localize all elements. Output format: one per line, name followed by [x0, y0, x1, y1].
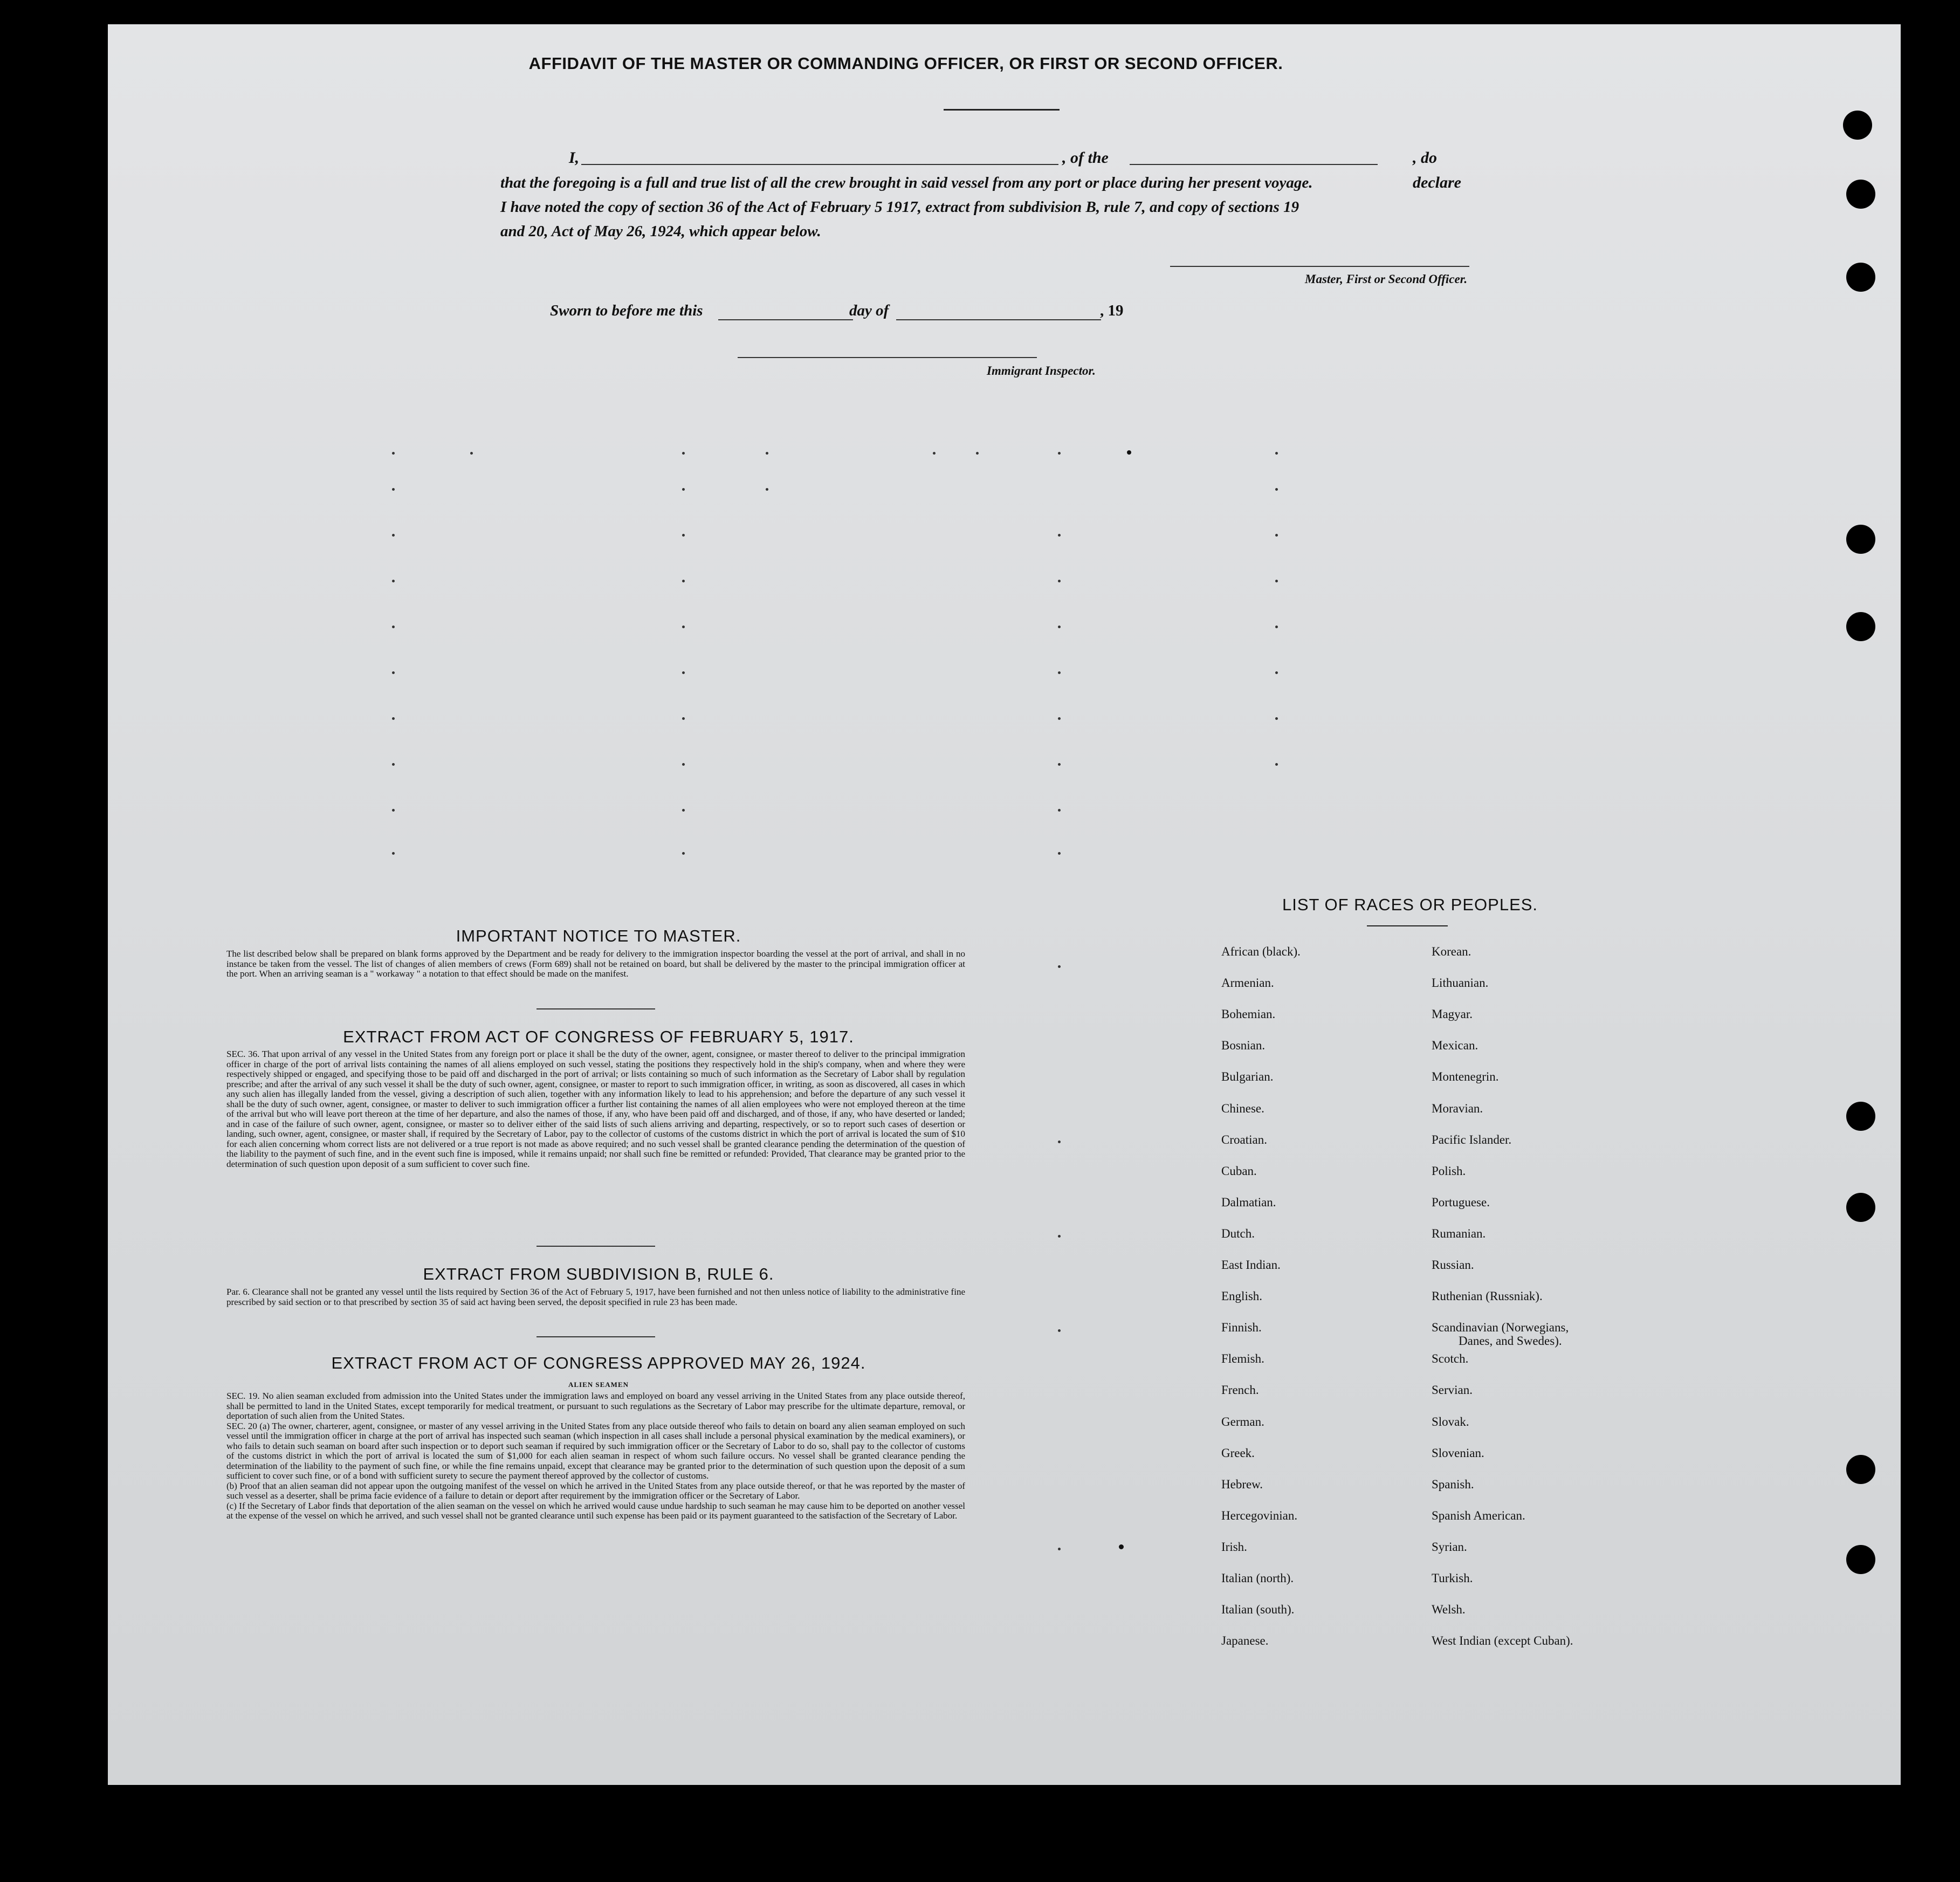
race-item: French.: [1221, 1383, 1259, 1397]
rule-6-text: Par. 6. Clearance shall not be granted any vessel until the lists required by Section 36 of the Act of February 5, 1917, have been furnished and not then unless notice of liability to the administrative fine prescribed by said section or to that prescribed by section 35 of said act having been served, the deposit specified in rule 23 has been made.: [226, 1287, 965, 1307]
race-item: Polish.: [1432, 1164, 1466, 1178]
races-title: LIST OF RACES OR PEOPLES.: [1282, 895, 1538, 914]
race-item: Scandinavian (Norwegians,: [1432, 1321, 1569, 1335]
declaration-line-4: and 20, Act of May 26, 1924, which appear below.: [500, 223, 821, 240]
race-item: Bosnian.: [1221, 1039, 1266, 1053]
race-item: Montenegrin.: [1432, 1070, 1499, 1084]
race-item: Bulgarian.: [1221, 1070, 1274, 1084]
divider: [537, 1246, 655, 1247]
punch-hole: [1846, 263, 1875, 292]
punch-hole: [1846, 180, 1875, 209]
declaration-i: I,: [569, 149, 580, 167]
race-item: Korean.: [1432, 945, 1471, 958]
extract-1917-title: EXTRACT FROM ACT OF CONGRESS OF FEBRUARY 5, 1917.: [343, 1027, 854, 1046]
rule-6-body: [226, 1287, 965, 1307]
declaration-line-3: I have noted the copy of section 36 of the Act of February 5 1917, extract from subdivision B, rule 7, and copy of sections 19: [500, 198, 1299, 216]
sworn-month-blank: [896, 319, 1101, 320]
race-item: Moravian.: [1432, 1101, 1483, 1115]
race-item: Syrian.: [1432, 1540, 1467, 1554]
declaration-of-the: , of the: [1062, 149, 1109, 167]
race-item: German.: [1221, 1414, 1264, 1428]
race-item: Hercegovinian.: [1221, 1508, 1298, 1522]
notice-body: [226, 949, 965, 979]
race-item: Dalmatian.: [1221, 1195, 1276, 1209]
race-item: English.: [1221, 1289, 1263, 1303]
race-item: Croatian.: [1221, 1132, 1267, 1146]
declaration-do-declare: , do declare: [1413, 149, 1461, 191]
sworn-day-blank: [718, 319, 853, 320]
name-blank: [581, 164, 1058, 165]
punch-hole: [1846, 525, 1875, 554]
race-item: Chinese.: [1221, 1101, 1264, 1115]
sec-20a-text: SEC. 20 (a) The owner, charterer, agent, consignee, or master of any vessel arriving in the United States from any place outside thereof who fails to detain on board any alien seaman employed on such vessel until the immigration officer in charge at the port of arrival has inspected such seaman (which inspection in all cases shall include a personal physical examination by the medical examiners), or who fails to detain such seaman on board after such inspection or to deport such seaman if required by such immigration officer or the Secretary of Labor to do so, shall pay to the collector of customs of the customs district in which the port of arrival is located the sum of $1,000 for each alien seaman in respect of whom such failure occurs. No vessel shall be granted clearance pending the determination of the liability to the payment of such fine, or while the fine remains unpaid, except that clearance may be granted prior to the determination of such question upon the deposit of a sum sufficient to cover such fine, or of a bond with sufficient surety to secure the payment thereof approved by the collector of customs.: [226, 1420, 965, 1481]
race-item: Italian (north).: [1221, 1571, 1294, 1585]
inspector-label: Immigrant Inspector.: [987, 364, 1096, 377]
race-item: Spanish.: [1432, 1477, 1474, 1491]
race-item: Irish.: [1221, 1540, 1247, 1554]
sec-19-text: SEC. 19. No alien seaman excluded from admission into the United States under the immigration laws and employed on board any vessel arriving in the United States from any place outside thereof, shall be permitted to land in the United States, except temporarily for medical treatment, or pursuant to such regulations as the Secretary of Labor may prescribe for the ultimate departure, removal, or deportation of such alien from the United States.: [226, 1391, 965, 1421]
sworn-year: , 19: [1100, 302, 1124, 319]
race-item: Dutch.: [1221, 1226, 1255, 1240]
signature-line: [1170, 266, 1469, 267]
race-item: Russian.: [1432, 1258, 1474, 1272]
race-item: Servian.: [1432, 1383, 1473, 1397]
race-item: West Indian (except Cuban).: [1432, 1634, 1573, 1648]
race-item: Cuban.: [1221, 1164, 1257, 1178]
race-item: Scotch.: [1432, 1352, 1469, 1366]
races-underline: [1367, 925, 1448, 926]
alien-seamen-subtitle: ALIEN SEAMEN: [568, 1380, 629, 1389]
title-underline: [944, 109, 1060, 111]
punch-hole: [1846, 1193, 1875, 1222]
divider: [537, 1336, 655, 1337]
notice-title: IMPORTANT NOTICE TO MASTER.: [456, 926, 741, 945]
race-item: Mexican.: [1432, 1039, 1478, 1053]
sworn-line: [550, 302, 1143, 329]
race-item: Lithuanian.: [1432, 976, 1489, 990]
race-item: Pacific Islander.: [1432, 1132, 1512, 1146]
race-item: Slovak.: [1432, 1414, 1469, 1428]
divider: [537, 1008, 655, 1009]
race-item: East Indian.: [1221, 1258, 1281, 1272]
punch-hole: [1846, 1545, 1875, 1574]
race-item: Finnish.: [1221, 1321, 1262, 1335]
race-item: Flemish.: [1221, 1352, 1264, 1366]
vessel-blank: [1130, 164, 1378, 165]
punch-hole: [1846, 1455, 1875, 1484]
punch-hole: [1846, 1102, 1875, 1131]
affidavit-title: AFFIDAVIT OF THE MASTER OR COMMANDING OFFICER, OR FIRST OR SECOND OFFICER.: [528, 54, 1283, 73]
race-item: Turkish.: [1432, 1571, 1473, 1585]
sworn-prefix: Sworn to before me this: [550, 302, 703, 319]
race-item: Spanish American.: [1432, 1508, 1525, 1522]
extract-1917-body: [226, 1049, 965, 1169]
race-item: Hebrew.: [1221, 1477, 1263, 1491]
sec-20b-text: (b) Proof that an alien seaman did not appear upon the outgoing manifest of the vessel on which he arrived in the United States from any place outside thereof, or that he was reported by the master of such vessel as a deserter, shall be prima facie evidence of a failure to detain or deport after requirement by the immigration officer or the Secretary of Labor.: [226, 1480, 965, 1501]
race-item: Bohemian.: [1221, 1007, 1276, 1021]
inspector-signature-line: [738, 357, 1037, 358]
race-item: Slovenian.: [1432, 1446, 1484, 1460]
race-item: Magyar.: [1432, 1007, 1473, 1021]
race-item: Japanese.: [1221, 1634, 1269, 1648]
notice-text: The list described below shall be prepared on blank forms approved by the Department and be ready for delivery to the immigration inspector boarding the vessel at the port of arrival, and shall in no instance be taken from the vessel. The list of changes of alien members of crews (Form 689) shall not be retained on board, but shall be delivered by the master to the principal immigration officer at the port. When an arriving seaman is a " workaway " a notation to that effect should be made on the manifest.: [226, 949, 965, 979]
race-item: Armenian.: [1221, 976, 1274, 990]
extract-1924-body: [226, 1391, 965, 1521]
declaration-line-2: that the foregoing is a full and true list of all the crew brought in said vessel from any port or place during her present voyage.: [500, 174, 1313, 191]
sworn-day-of: day of: [849, 302, 889, 319]
race-item: African (black).: [1221, 945, 1301, 958]
race-item: Rumanian.: [1432, 1226, 1486, 1240]
race-item: Ruthenian (Russniak).: [1432, 1289, 1543, 1303]
race-item: Welsh.: [1432, 1603, 1466, 1617]
punch-hole: [1843, 111, 1872, 140]
extract-1917-text: SEC. 36. That upon arrival of any vessel in the United States from any foreign port or place it shall be the duty of the owner, agent, consignee, or master thereof to deliver to the principal immigration officer in charge of the port of arrival lists containing the names of all aliens employed on such vessel, stating the positions they respectively hold in the ship's company, when and where they were respectively shipped or engaged, and specifying those to be paid off and discharged in the port of arrival; or lists containing so much of such information as the Secretary of Labor shall by regulation prescribe; and after the arrival of any such vessel it shall be the duty of such owner, agent, consignee, or master to report to such immigration officer, in writing, as soon as discovered, all cases in which any such alien has illegally landed from the vessel, giving a description of such alien, together with any information likely to lead to his apprehension; and before the departure of any such vessel it shall be the duty of such owner, agent, consignee, or master to deliver to such immigration officer a further list containing the names of all alien employees who were not employed thereon at the time of the arrival but who will leave port thereon at the time of her departure, and also the names of those, if any, who have been paid off and discharged, and of those, if any, who have deserted or landed; and in case of the failure of such owner, agent, consignee, or master so to deliver either of the said lists of such aliens arriving and departing, respectively, or so to report such cases of desertion or landing, such owner, agent, consignee, or master shall, if required by the Secretary of Labor, pay to the collector of customs of the customs district in which the port of arrival is located the sum of $10 for each alien concerning whom correct lists are not delivered or a true report is not made as above required; and no such vessel shall be granted clearance pending the determination of the question of the liability to the payment of such fine, and in the event such fine is imposed, while it remains unpaid; nor shall such fine be remitted or refunded: Provided, That clearance may be granted prior to the determination of such question upon deposit of a sum sufficient to cover such fine.: [226, 1049, 965, 1169]
race-item: Portuguese.: [1432, 1195, 1490, 1209]
punch-hole: [1846, 612, 1875, 641]
race-item: Greek.: [1221, 1446, 1255, 1460]
race-item: Italian (south).: [1221, 1603, 1295, 1617]
signature-label: Master, First or Second Officer.: [1305, 272, 1468, 286]
race-scandinavian-cont: Danes, and Swedes).: [1459, 1334, 1562, 1348]
extract-1924-title: EXTRACT FROM ACT OF CONGRESS APPROVED MAY 26, 1924.: [331, 1354, 866, 1372]
sec-20c-text: (c) If the Secretary of Labor finds that deportation of the alien seaman on the vessel on which he arrived would cause undue hardship to such seaman he may cause him to be deported on another vessel at the expense of the vessel on which he arrived, and such vessel shall not be granted clearance until such expense has been paid or its payment guaranteed to the satisfaction of the Secretary of Labor.: [226, 1500, 965, 1521]
rule-6-title: EXTRACT FROM SUBDIVISION B, RULE 6.: [423, 1265, 774, 1283]
